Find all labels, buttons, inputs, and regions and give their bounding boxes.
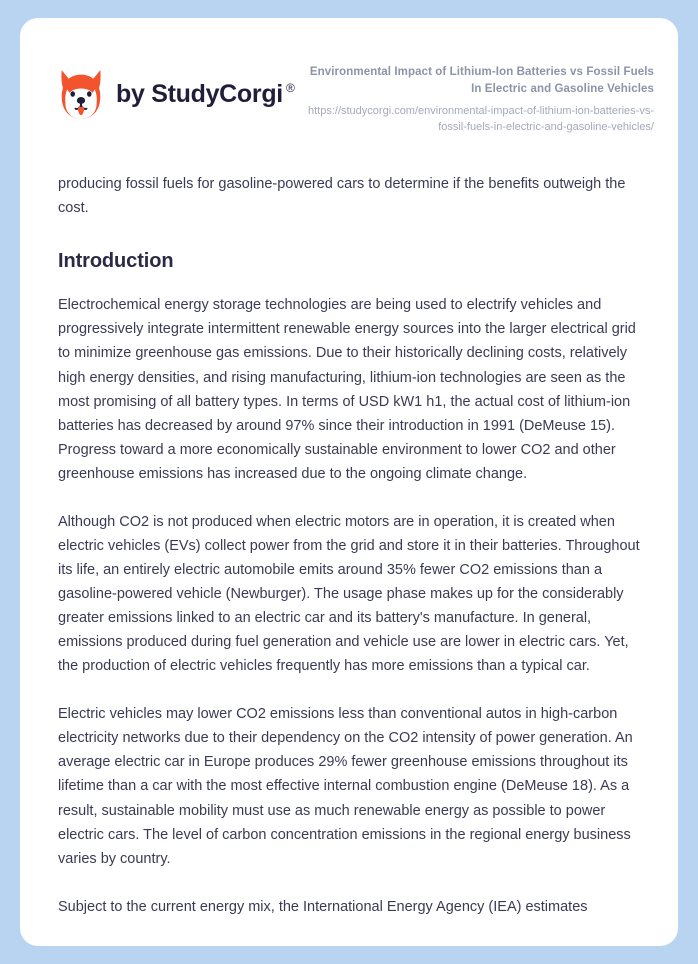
brand-wordmark-text: by StudyCorgi — [116, 79, 283, 108]
document-source-url[interactable]: https://studycorgi.com/environmental-impact-of-lithium-ion-batteries-vs-fossil-fuels-in-electric-and-gasoline-vehicles/ — [307, 105, 654, 134]
brand-wordmark — [116, 80, 295, 109]
paragraph-2: Although CO2 is not produced when electric motors are in operation, it is created when electric vehicles (EVs) collect power from the grid and store it in their batteries. Throughout its life, an entirely electric automobile emits around 35% fewer CO2 emissions than a gasoline-powered vehicle (Newburger). The usage phase makes up for the considerably greater emissions linked to an electric car and its battery's manufacture. In general, emissions produced during fuel generation and vehicle use are lower in electric cars. Yet, the production of electric vehicles frequently has more emissions than a typical car. — [58, 513, 640, 675]
document-body — [20, 136, 678, 919]
registered-trademark-icon: ® — [285, 80, 295, 95]
header-meta — [302, 62, 654, 136]
document-header — [20, 18, 678, 136]
paragraph-4: Subject to the current energy mix, the International Energy Agency (IEA) estimates — [58, 898, 588, 915]
paragraph-3: Electric vehicles may lower CO2 emissions less than conventional autos in high-carbon electricity networks due to their dependency on the CO2 intensity of power generation. An average electric car in Europe produces 29% fewer greenhouse emissions throughout its lifetime than a car with the most effective internal combustion engine (DeMeuse 18). As a result, sustainable mobility must use as much renewable energy as possible to power electric cars. The level of carbon concentration emissions in the regional energy business varies by country. — [58, 706, 633, 867]
paragraph-1: Electrochemical energy storage technologies are being used to electrify vehicles and progressively integrate intermittent renewable energy sources into the larger electrical grid to minimize greenhouse gas emissions. Due to their historically declining costs, relatively high energy densities, and rising manufacturing, lithium-ion technologies are seen as the most promising of all battery types. In terms of USD kW1 h1, the actual cost of lithium-ion batteries has decreased by around 97% since their introduction in 1991 (DeMeuse 15). Progress toward a more economically sustainable environment to lower CO2 and other greenhouse emissions has increased due to the ongoing climate change. — [58, 297, 636, 482]
corgi-face-icon — [58, 68, 104, 120]
document-title: Environmental Impact of Lithium-Ion Batteries vs Fossil Fuels In Electric and Gasoline Vehicles — [309, 66, 654, 95]
document-sheet — [20, 18, 678, 946]
paragraph-intro-continuation: producing fossil fuels for gasoline-powered cars to determine if the benefits outweigh the cost. — [58, 176, 626, 217]
section-heading-introduction: Introduction — [58, 250, 174, 273]
brand-logo-group — [58, 62, 295, 120]
